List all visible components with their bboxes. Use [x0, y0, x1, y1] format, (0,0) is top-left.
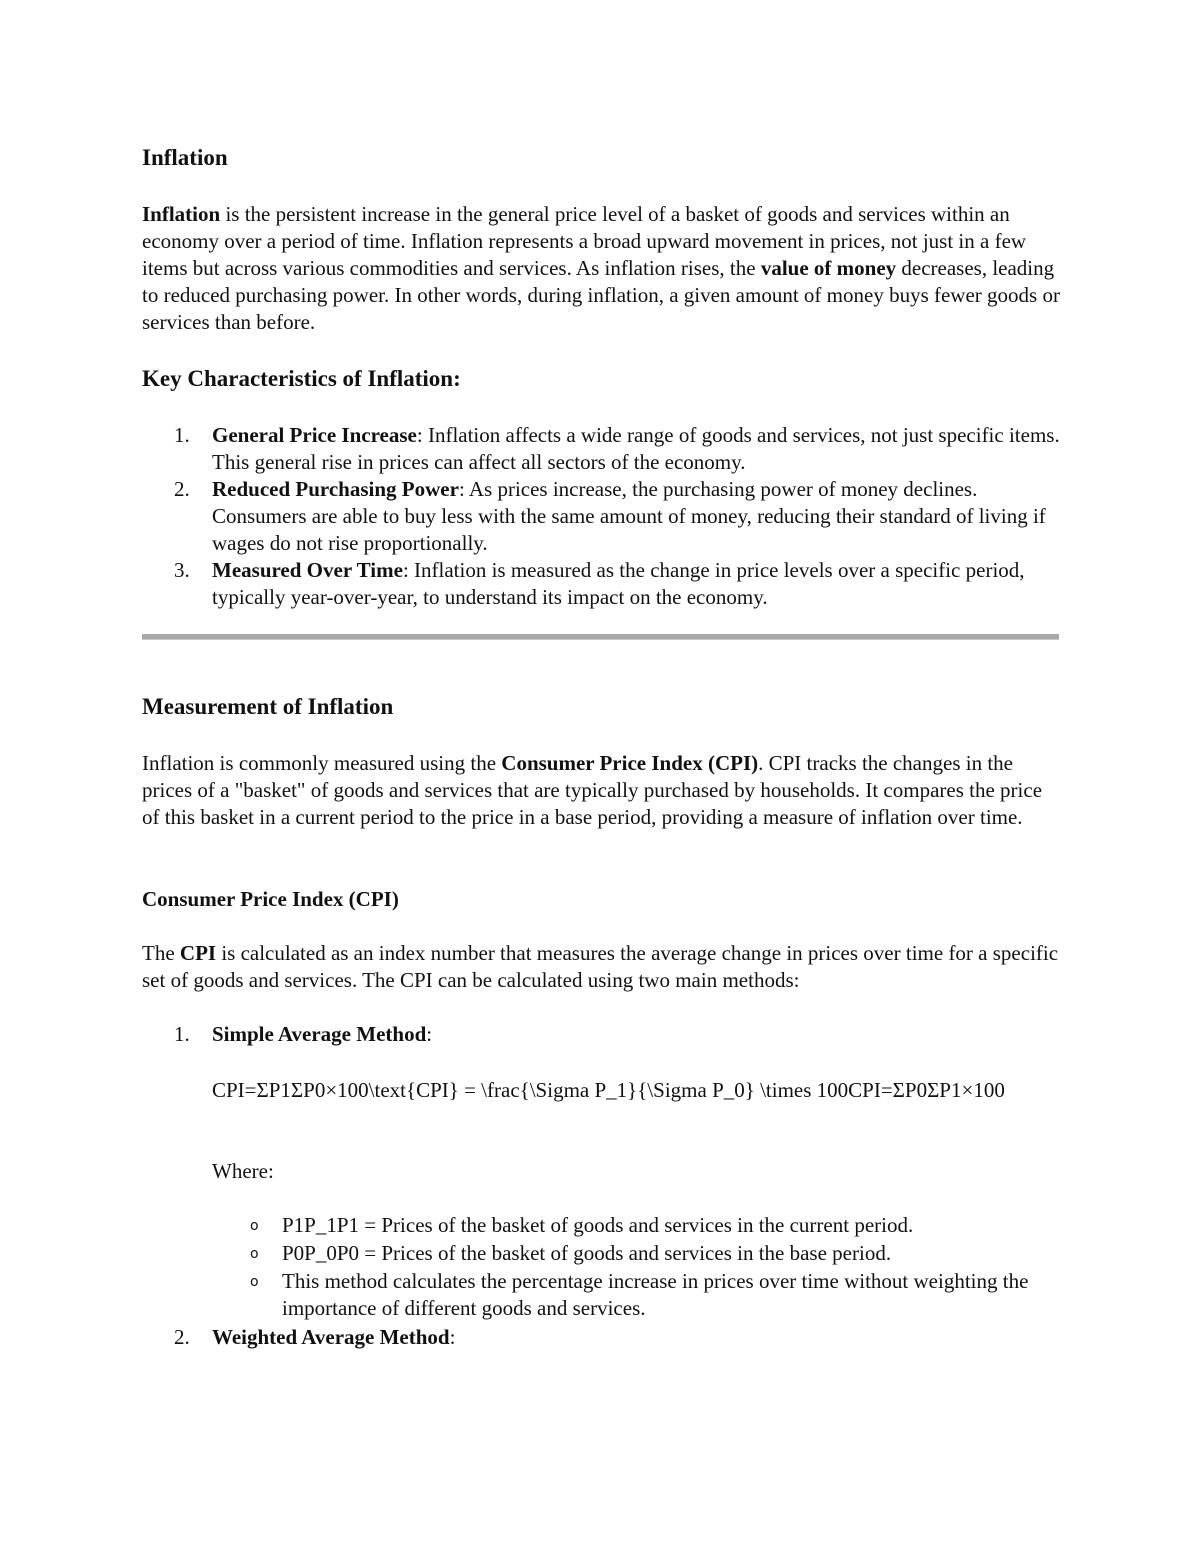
cpi-term: Consumer Price Index (CPI)	[501, 751, 759, 775]
where-label: Where:	[212, 1159, 274, 1183]
list-number: 1.	[174, 1022, 190, 1046]
method-label: Weighted Average Method:	[212, 1325, 456, 1349]
list-number: 3.	[174, 558, 190, 582]
measurement-paragraph: Inflation is commonly measured using the Consumer Price Index (CPI). CPI tracks the changes in the prices of a "basket" of goods and services that are typically purchased by households. It compares the price of this basket in a current period to the price in a base period, providing a measure of inflation over time.	[142, 751, 1043, 829]
bullet-icon: o	[250, 1246, 259, 1262]
method-label: Simple Average Method:	[212, 1022, 433, 1046]
bullet-text: P0P_0P0 = Prices of the basket of goods and services in the base period.	[282, 1241, 892, 1265]
characteristic-text: Measured Over Time: Inflation is measured as the change in price levels over a specific period, typically year-over-year, to understand its impact on the economy.	[212, 558, 1025, 609]
inflation-term: Inflation	[142, 202, 221, 226]
section-title-inflation: Inflation	[142, 145, 228, 170]
list-number: 2.	[174, 1325, 190, 1349]
horizontal-divider	[142, 634, 1059, 640]
bullet-text: P1P_1P1 = Prices of the basket of goods and services in the current period.	[282, 1213, 914, 1237]
characteristic-text: General Price Increase: Inflation affects a wide range of goods and services, not just specific items. This general rise in prices can affect all sectors of the economy.	[212, 423, 1060, 474]
characteristic-text: Reduced Purchasing Power: As prices increase, the purchasing power of money declines. Consumers are able to buy less with the same amount of money, reducing their standard of living if wages do not rise proportionally.	[212, 477, 1046, 555]
list-number: 2.	[174, 477, 190, 501]
cpi-paragraph: The CPI is calculated as an index number that measures the average change in prices over time for a specific set of goods and services. The CPI can be calculated using two main methods:	[142, 941, 1059, 992]
bullet-icon: o	[250, 1274, 259, 1290]
cpi-heading: Consumer Price Index (CPI)	[142, 887, 399, 911]
key-characteristics-heading: Key Characteristics of Inflation:	[142, 366, 461, 391]
list-number: 1.	[174, 423, 190, 447]
value-of-money-term: value of money	[760, 256, 897, 280]
cpi-formula: CPI=ΣP1ΣP0×100\text{CPI} = \frac{\Sigma P_1}{\Sigma P_0} \times 100CPI=ΣP0ΣP1×100	[212, 1078, 1005, 1102]
inflation-definition-paragraph: Inflation is the persistent increase in the general price level of a basket of goods and services within an economy over a period of time. Inflation represents a broad upward movement in prices, not just in a few items but across various commodities and services. As inflation rises, the value of money decreases, leading to reduced purchasing power. In other words, during inflation, a given amount of money buys fewer goods or services than before.	[142, 202, 1060, 334]
bullet-text: This method calculates the percentage increase in prices over time without weighting the importance of different goods and services.	[282, 1269, 1029, 1320]
section-title-measurement: Measurement of Inflation	[142, 694, 394, 719]
bullet-icon: o	[250, 1218, 259, 1234]
